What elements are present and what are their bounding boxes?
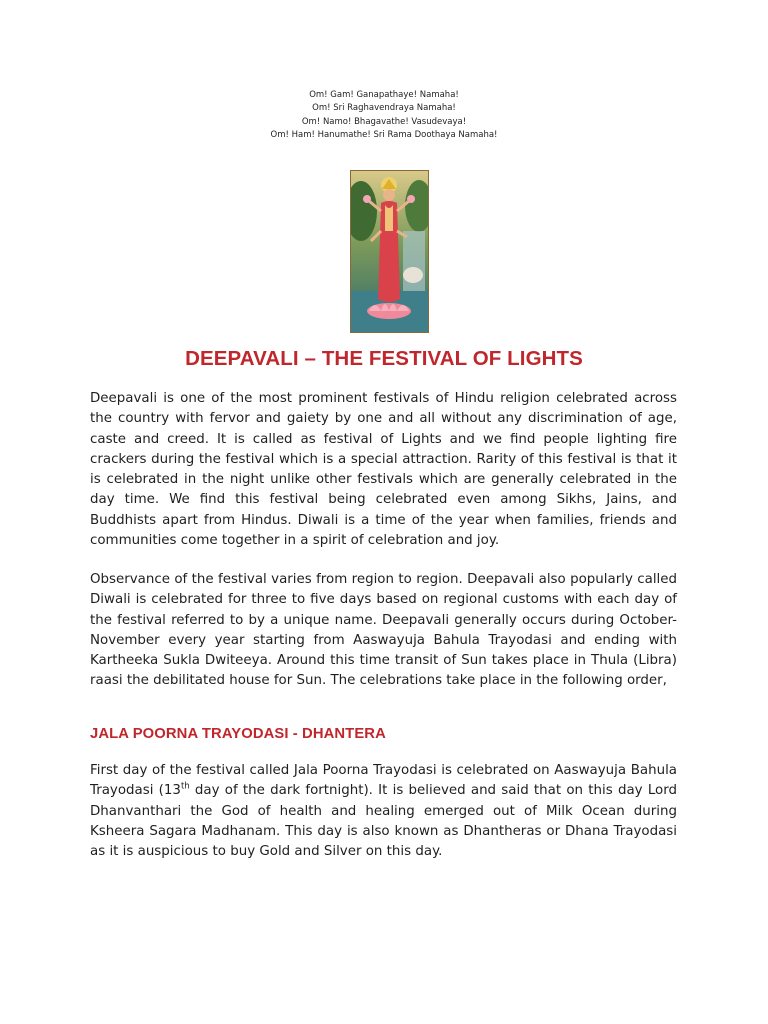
mantra-line: Om! Sri Raghavendraya Namaha! (312, 103, 456, 114)
mantra-block (0, 89, 768, 142)
first-day-text-end: day of the dark fortnight). It is believed and said that on this day Lord Dhanvanthari the God of health and healing emerged out of Milk Ocean during Ksheera Sagara Madhanam. This day is also known as Dhantheras or Dhana Trayodasi as it is auspicious to buy Gold and Silver on this day. (90, 783, 678, 860)
intro-paragraph: Deepavali is one of the most prominent festivals of Hindu religion celebrated across the country with fervor and gaiety by one and all without any discrimination of age, caste and creed. It is called as festival of Lights and we find people lighting fire crackers during the festival which is a special attraction. Rarity of this festival is that it is celebrated in the night unlike other festivals which are generally celebrated in the day time. We find this festival being celebrated even among Sikhs, Jains, and Buddhists apart from Hindus. Diwali is a time of the year when families, friends and communities come together in a spirit of celebration and joy. (90, 391, 677, 549)
mantra-line: Om! Gam! Ganapathaye! Namaha! (309, 90, 459, 100)
section-heading: JALA POORNA TRAYODASI - DHANTERA (90, 726, 386, 742)
first-day-text-start: First day of the festival called Jala Poorna Trayodasi is celebrated on Aaswayuja Bahula Trayodasi (13 (90, 763, 677, 799)
page-title: DEEPAVALI – THE FESTIVAL OF LIGHTS (185, 347, 583, 370)
goddess-lakshmi-image (350, 170, 429, 333)
ordinal-suffix: th (180, 781, 190, 792)
mantra-line: Om! Namo! Bhagavathe! Vasudevaya! (301, 116, 467, 127)
mantra-line: Om! Ham! Hanumathe! Sri Rama Doothaya Namaha! (270, 129, 498, 140)
observance-paragraph: Observance of the festival varies from region to region. Deepavali also popularly called Diwali is celebrated for three to five days based on regional customs with each day of the festival referred to by a unique name. Deepavali generally occurs during October-November every year starting from Aaswayuja Bahula Trayodasi and ending with Kartheeka Sukla Dwiteeya. Around this time transit of Sun takes place in Thula (Libra) raasi the debilitated house for Sun. The celebrations take place in the following order, (90, 572, 677, 689)
first-day-paragraph (90, 761, 677, 862)
